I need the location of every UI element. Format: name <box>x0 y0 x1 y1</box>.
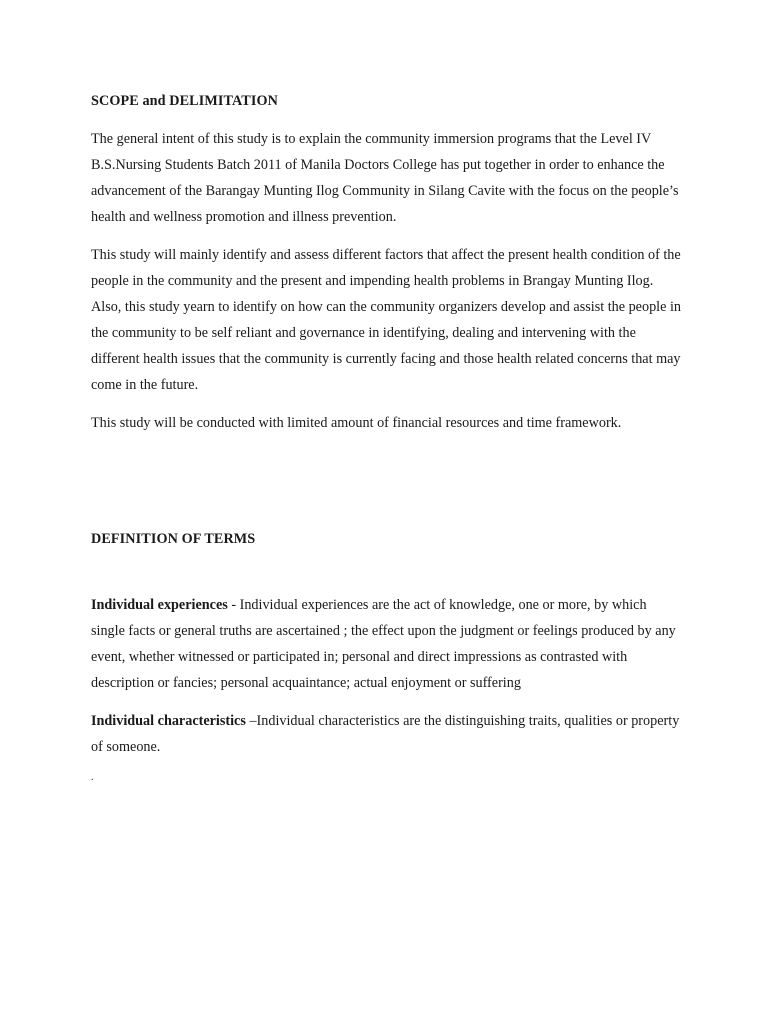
trailing-mark: . <box>91 772 94 783</box>
scope-paragraph-limitations: This study will be conducted with limited amount of financial resources and time framework. <box>91 415 622 431</box>
definition-separator: - <box>227 597 240 613</box>
definition-item <box>91 592 681 696</box>
definition-term: Individual experiences <box>91 597 228 613</box>
scope-paragraph-factors: This study will mainly identify and assess different factors that affect the present health condition of the people in the community and the present and impending health problems in Brangay Munting Ilog. Also, this study yearn to identify on how can the community organizers develop and assist the people in the community to be self reliant and governance in identifying, dealing and intervening with the different health issues that the community is currently facing and those health related concerns that may come in the future. <box>91 247 681 393</box>
definition-term: Individual characteristics <box>91 713 246 729</box>
definition-separator: – <box>245 713 257 729</box>
definition-item <box>91 708 681 760</box>
definitions-heading: DEFINITION OF TERMS <box>91 531 256 547</box>
section-spacer <box>91 552 681 592</box>
scope-heading: SCOPE and DELIMITATION <box>91 93 278 109</box>
definition-text: Individual experiences are the act of knowledge, one or more, by which single facts or general truths are ascertained ; the effect upon the judgment or feelings produced by any event, whether witnessed or participated in; personal and direct impressions as contrasted with description or fancies; personal acquaintance; actual enjoyment or suffering <box>91 597 676 691</box>
definition-text: Individual characteristics are the distinguishing traits, qualities or property of someone. <box>91 713 680 755</box>
document-body <box>91 88 681 784</box>
section-spacer <box>91 448 681 526</box>
scope-paragraph-intent: The general intent of this study is to explain the community immersion programs that the Level IV B.S.Nursing Students Batch 2011 of Manila Doctors College has put together in order to enhance the advancement of the Barangay Munting Ilog Community in Silang Cavite with the focus on the people’s health and wellness promotion and illness prevention. <box>91 131 679 225</box>
